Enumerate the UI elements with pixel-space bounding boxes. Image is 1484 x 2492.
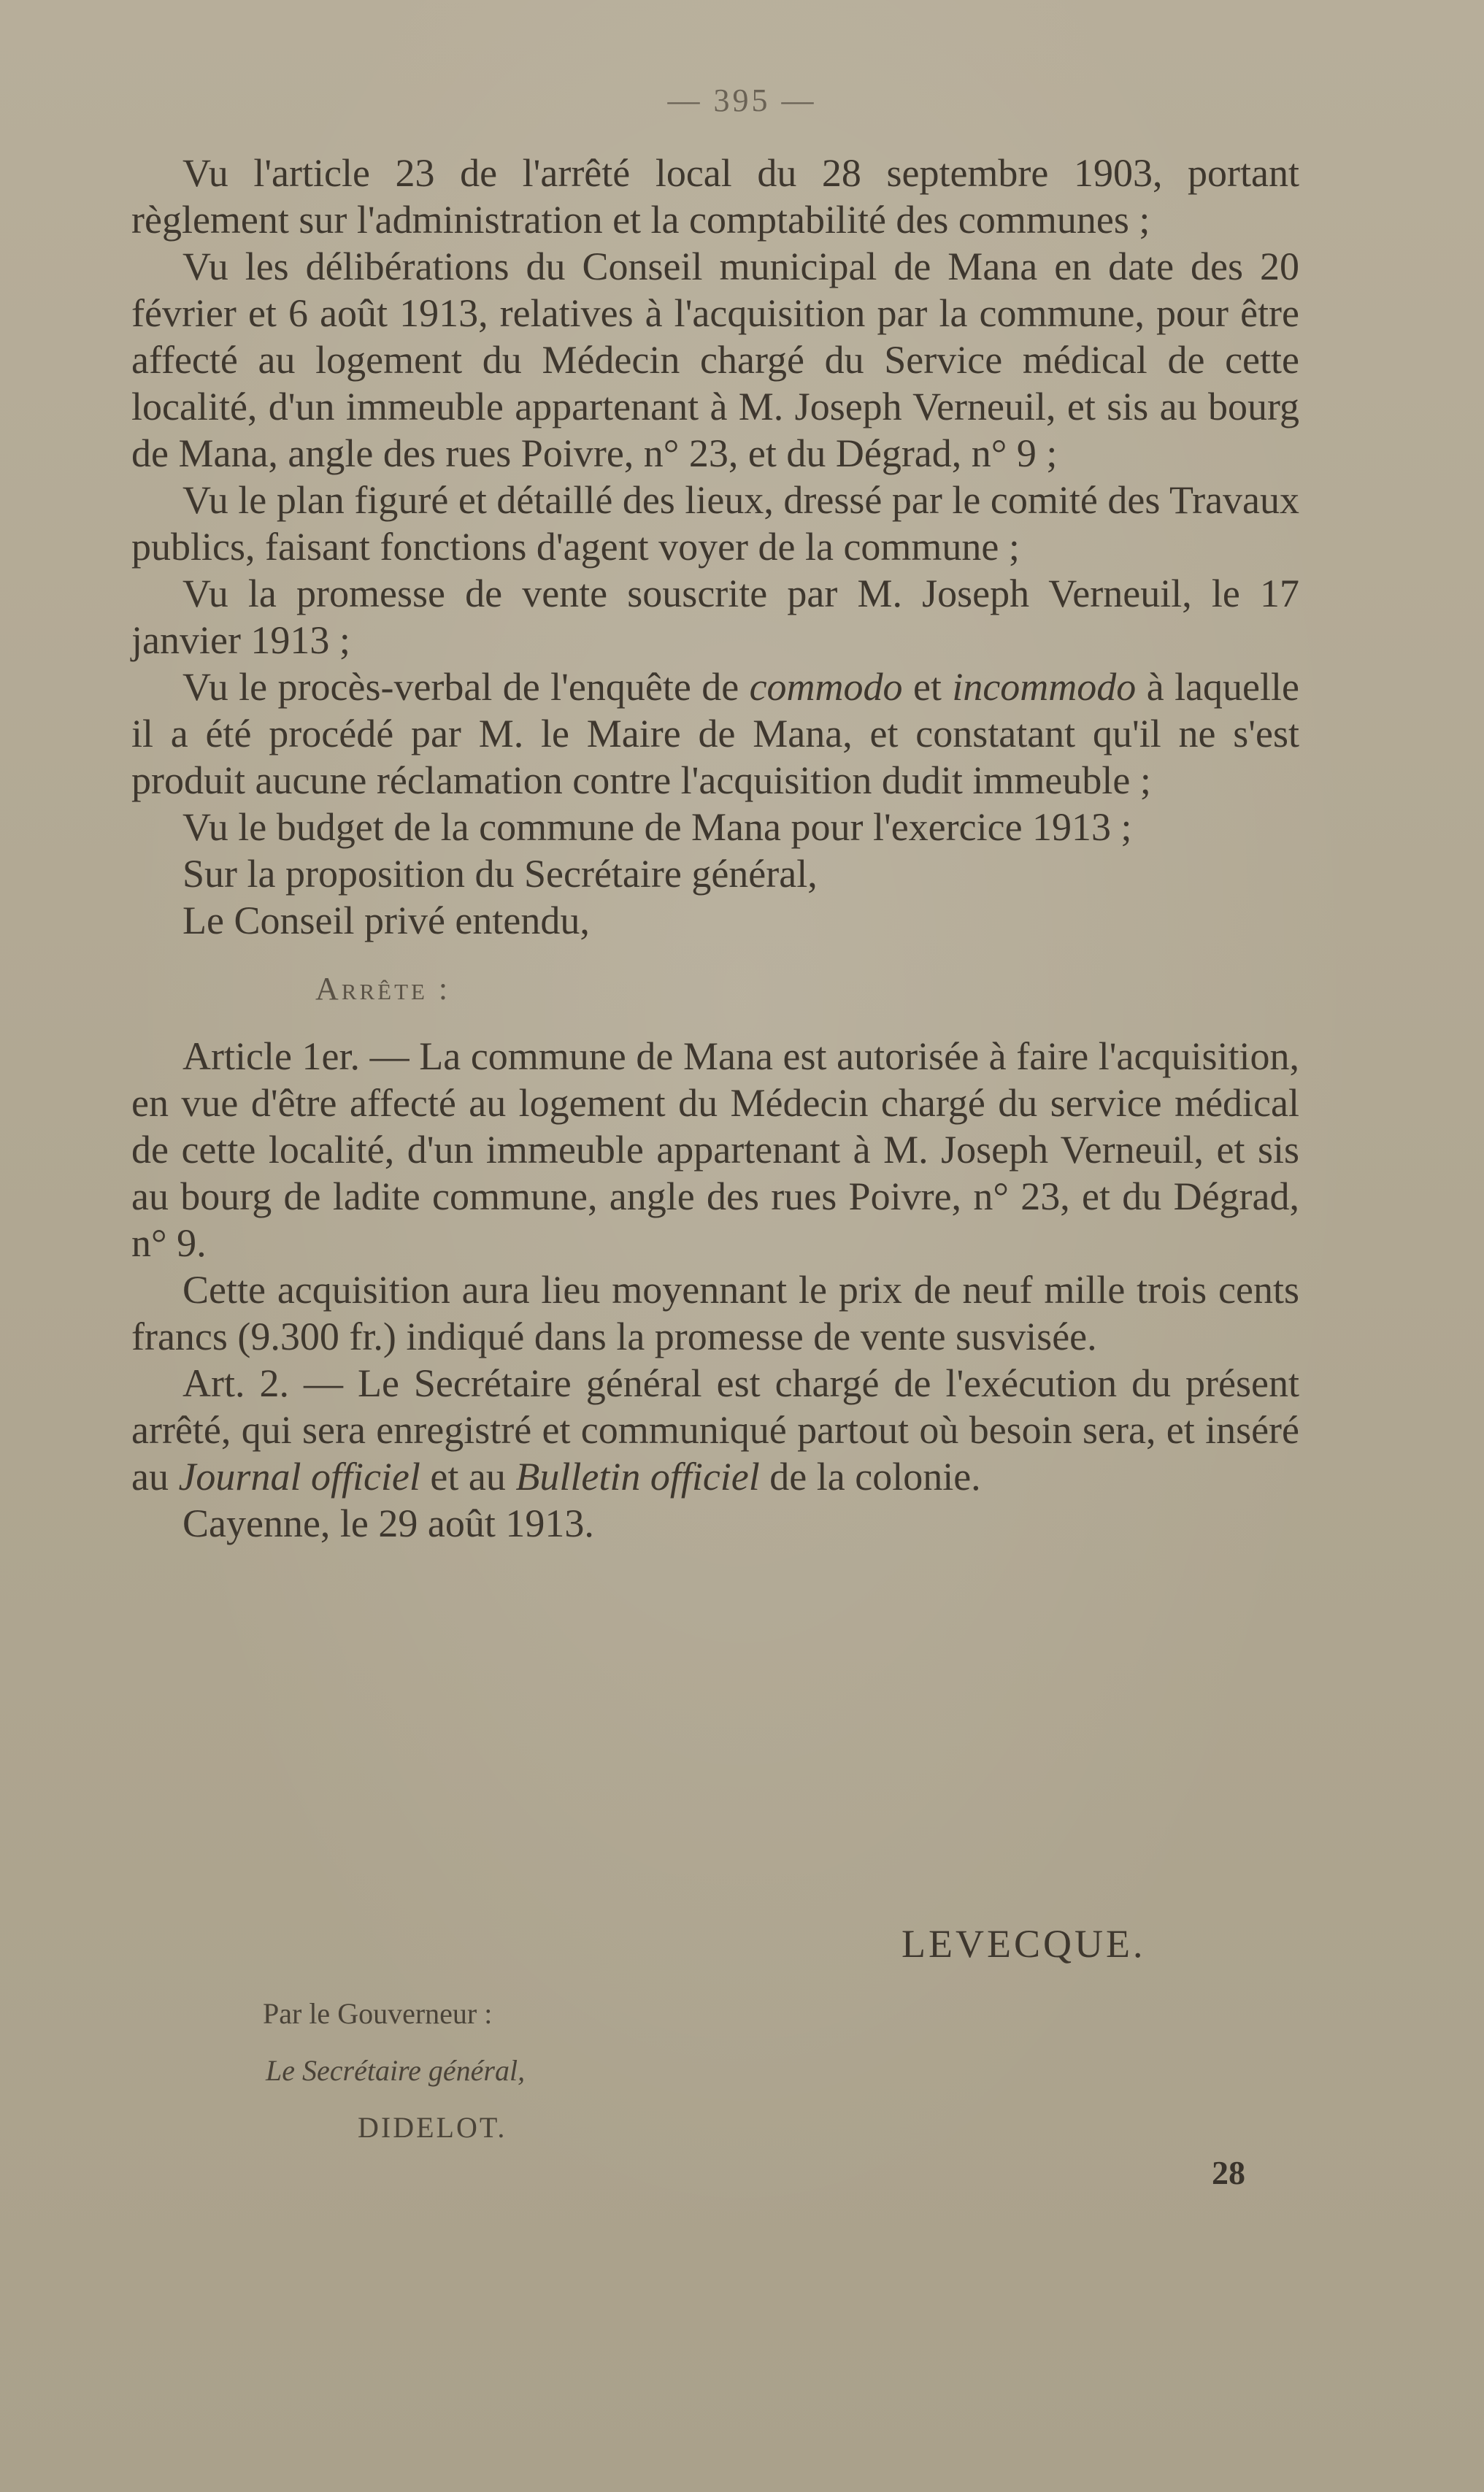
enquete-commodo: commodo [749, 665, 903, 709]
signature-governor: LEVECQUE. [901, 1922, 1146, 1966]
sheet-number: 28 [1212, 2154, 1245, 2191]
paragraph-article-1: Article 1er. — La commune de Mana est autorisée à faire l'acquisition, en vue d'être affecté au logement du Médecin chargé du service médical de cette localité, d'un immeuble appartenant à M. Joseph Verneuil, et sis au bourg de ladite commune, angle des rues Poivre, n° 23, et du Dégrad, n° 9. [131, 1034, 1299, 1265]
article2-text-after: de la colonie. [759, 1455, 981, 1499]
page-number: — 395 — [667, 82, 817, 118]
arrete-heading: Arrête : [315, 971, 451, 1007]
bulletin-officiel: Bulletin officiel [515, 1455, 760, 1499]
journal-officiel: Journal officiel [178, 1455, 420, 1499]
date-line: Cayenne, le 29 août 1913. [182, 1501, 594, 1545]
paragraph-enquete [131, 664, 1299, 804]
countersignature-block [263, 1985, 525, 2156]
paragraph-budget: Vu le budget de la commune de Mana pour l'exercice 1913 ; [182, 805, 1132, 849]
enquete-text-before: Vu le procès-verbal de l'enquête de [182, 665, 750, 709]
paragraph-acquisition-price: Cette acquisition aura lieu moyennant le prix de neuf mille trois cents francs (9.300 fr.) indiqué dans la promesse de vente susvisée. [131, 1268, 1299, 1358]
paragraph-conseil: Le Conseil privé entendu, [182, 899, 590, 942]
secretaire-name: DIDELOT. [358, 2111, 507, 2144]
paragraph-promesse: Vu la promesse de vente souscrite par M. Joseph Verneuil, le 17 janvier 1913 ; [131, 572, 1299, 662]
article2-text-middle: et au [420, 1455, 516, 1499]
enquete-et: et [902, 665, 953, 709]
enquete-text-after: à laquelle il a été procédé par M. le Maire de Mana, et constatant qu'il ne s'est produit aucune réclamation contre l'acquisition dudit immeuble ; [131, 665, 1299, 802]
article2-text-before: Art. 2. — Le Secrétaire général est chargé de l'exécution du présent arrêté, qui sera enregistré et communiqué partout où besoin sera, et inséré au [131, 1361, 1299, 1499]
par-le-gouverneur: Par le Gouverneur : [263, 1997, 493, 2030]
paragraph-article-23: Vu l'article 23 de l'arrêté local du 28 septembre 1903, portant règlement sur l'administration et la comptabilité des communes ; [131, 151, 1299, 242]
document-body [131, 150, 1299, 1547]
paragraph-plan: Vu le plan figuré et détaillé des lieux, dressé par le comité des Travaux publics, faisant fonctions d'agent voyer de la commune ; [131, 478, 1299, 569]
paragraph-proposition: Sur la proposition du Secrétaire général, [182, 852, 818, 896]
secretaire-title: Le Secrétaire général, [266, 2054, 526, 2087]
paragraph-deliberations: Vu les délibérations du Conseil municipal de Mana en date des 20 février et 6 août 1913, relatives à l'acquisition par la commune, pour être affecté au logement du Médecin chargé du Service médical de cette localité, d'un immeuble appartenant à M. Joseph Verneuil, et sis au bourg de Mana, angle des rues Poivre, n° 23, et du Dégrad, n° 9 ; [131, 245, 1299, 475]
enquete-incommodo: incommodo [952, 665, 1137, 709]
paragraph-article-2 [131, 1360, 1299, 1500]
